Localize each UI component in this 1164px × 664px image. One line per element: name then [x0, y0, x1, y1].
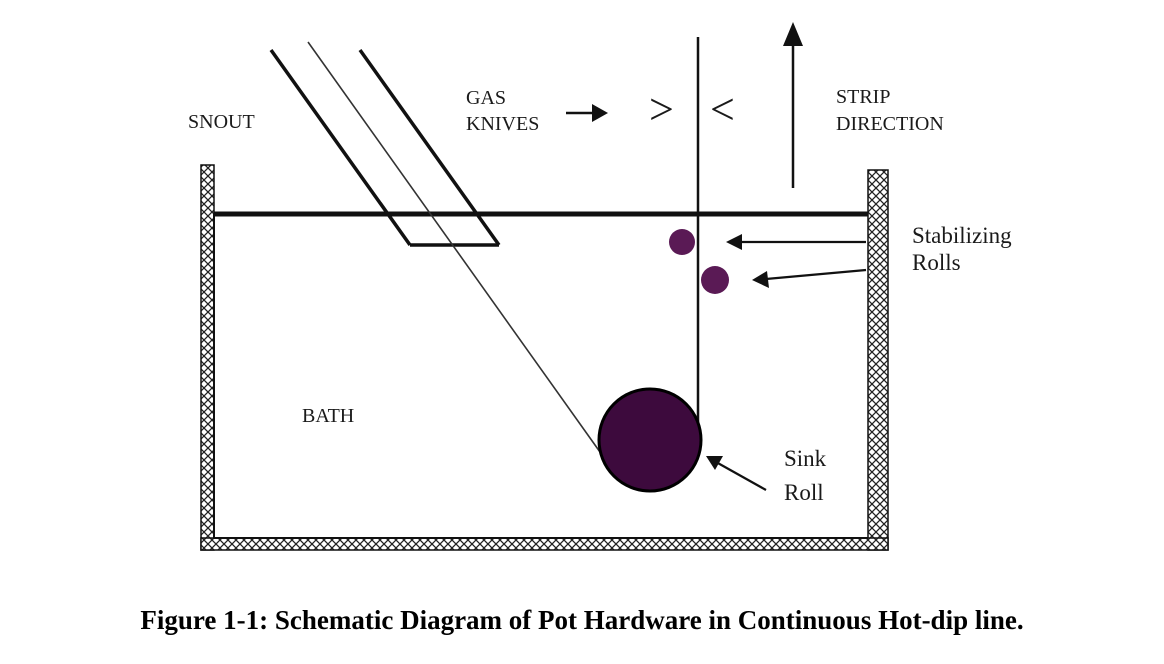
label-sink-roll-line1: Sink [784, 446, 827, 471]
label-snout: SNOUT [188, 111, 255, 133]
gas-knife-right-glyph: < [710, 85, 735, 134]
figure-caption: Figure 1-1: Schematic Diagram of Pot Hardware in Continuous Hot-dip line. [140, 605, 1024, 635]
pot-bottom-wall [201, 538, 888, 550]
label-strip-direction-line1: STRIP [836, 86, 891, 108]
stabilizing-arrowhead-lower [752, 271, 769, 288]
gas-knife-left-glyph: > [649, 85, 674, 134]
sink-roll-arrow [716, 462, 766, 490]
label-gas-knives-line2: KNIVES [466, 113, 540, 135]
strip-direction-arrowhead [783, 22, 803, 46]
stabilizing-roll-lower [701, 266, 729, 294]
label-bath: BATH [302, 405, 355, 427]
sink-roll [599, 389, 701, 491]
stabilizing-arrow-lower [766, 270, 866, 279]
pot-left-wall [201, 165, 214, 550]
label-stabilizing-rolls-line2: Rolls [912, 250, 961, 275]
stabilizing-roll-upper [669, 229, 695, 255]
stabilizing-arrowhead-upper [726, 234, 742, 250]
label-sink-roll-line2: Roll [784, 480, 824, 505]
strip-incoming [308, 42, 600, 452]
gas-knives-arrowhead [592, 104, 608, 122]
label-stabilizing-rolls-line1: Stabilizing [912, 223, 1012, 248]
label-strip-direction-line2: DIRECTION [836, 113, 944, 135]
label-gas-knives-line1: GAS [466, 87, 507, 109]
sink-roll-arrowhead [706, 456, 723, 470]
pot-right-wall [868, 170, 888, 550]
